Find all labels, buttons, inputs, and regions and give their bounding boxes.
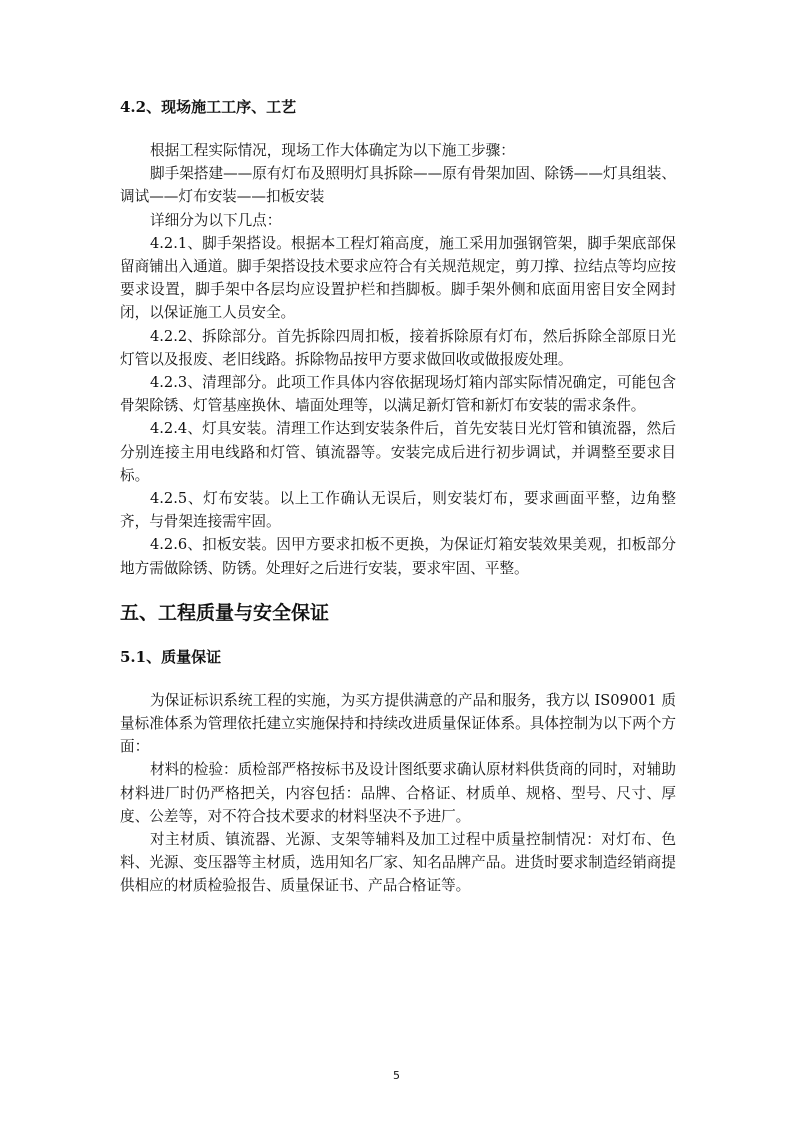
- paragraph: 4.2.3、清理部分。此项工作具体内容依据现场灯箱内部实际情况确定，可能包含骨架除锈、灯管基座换休、墙面处理等，以满足新灯管和新灯布安装的需求条件。: [120, 374, 676, 415]
- section-4-2-heading: 4.2、现场施工工序、工艺: [120, 98, 297, 116]
- paragraph: 材料的检验：质检部严格按标书及设计图纸要求确认原材料供货商的同时，对辅助材料进厂时仍严格把关，内容包括：品牌、合格证、材质单、规格、型号、尺寸、厚度、公差等，对不符合技术要求的材料坚决不予进厂。: [120, 761, 676, 825]
- paragraph: 4.2.1、脚手架搭设。根据本工程灯箱高度，施工采用加强钢管架，脚手架底部保留商铺出入通道。脚手架搭设技术要求应符合有关规范规定，剪刀撑、拉结点等均应按要求设置，脚手架中各层均应设置护栏和挡脚板。脚手架外侧和底面用密目安全网封闭，以保证施工人员安全。: [120, 234, 676, 322]
- spacer: [120, 670, 676, 689]
- paragraph: 4.2.5、灯布安装。以上工作确认无误后，则安装灯布，要求画面平整，边角整齐，与骨架连接需牢固。: [120, 490, 676, 531]
- page-content: [120, 94, 676, 898]
- paragraph: 详细分为以下几点：: [150, 211, 282, 229]
- paragraph: 4.2.2、拆除部分。首先拆除四周扣板，接着拆除原有灯布，然后拆除全部原日光灯管以及报废、老旧线路。拆除物品按甲方要求做回收或做报废处理。: [120, 327, 676, 368]
- spacer: [120, 580, 676, 598]
- paragraph: 4.2.6、扣板安装。因甲方要求扣板不更换，为保证灯箱安装效果美观，扣板部分地方需做除锈、防锈。处理好之后进行安装，要求牢固、平整。: [120, 536, 676, 577]
- page-number: 5: [393, 1069, 400, 1082]
- paragraph: 脚手架搭建——原有灯布及照明灯具拆除——原有骨架加固、除锈——灯具组装、调试——灯布安装——扣板安装: [120, 165, 676, 206]
- spacer: [120, 628, 676, 644]
- section-5-heading: 五、工程质量与安全保证: [120, 601, 330, 624]
- spacer: [120, 120, 676, 139]
- paragraph: 4.2.4、灯具安装。清理工作达到安装条件后，首先安装日光灯管和镇流器，然后分别连接主用电线路和灯管、镇流器等。安装完成后进行初步调试，并调整至要求目标。: [120, 420, 676, 484]
- paragraph: 对主材质、镇流器、光源、支架等辅料及加工过程中质量控制情况：对灯布、色料、光源、变压器等主材质，选用知名厂家、知名品牌产品。进货时要求制造经销商提供相应的材质检验报告、质量保证书、产品合格证等。: [120, 831, 676, 895]
- section-5-1-heading: 5.1、质量保证: [120, 647, 222, 666]
- paragraph: 为保证标识系统工程的实施，为买方提供满意的产品和服务，我方以 IS09001 质量标准体系为管理依托建立实施保持和持续改进质量保证体系。具体控制为以下两个方面：: [120, 691, 676, 756]
- paragraph: 根据工程实际情况，现场工作大体确定为以下施工步骤：: [150, 142, 515, 159]
